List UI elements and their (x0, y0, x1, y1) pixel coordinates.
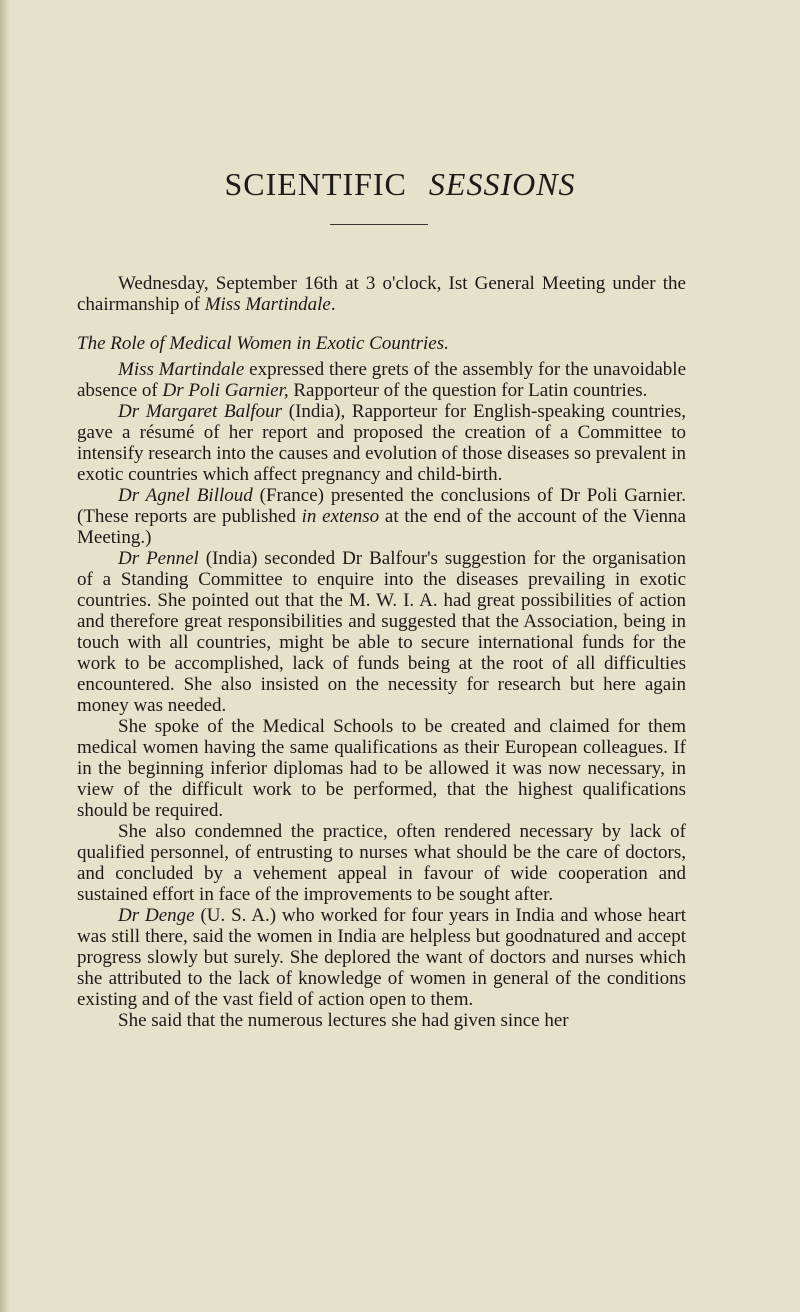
paragraph-lectures: She said that the numerous lectures she had given since her (118, 1010, 569, 1031)
title-part-2: SESSIONS (428, 166, 576, 202)
paragraph-medical-schools: She spoke of the Medical Schools to be created and claimed for them medical women having the same qualifications as their European colleagues. If in the beginning inferior diplomas had to be allowed it was now necessary, in view of the difficult work to be performed, that the highest qualifications should be required. (77, 716, 686, 821)
subject-heading: The Role of Medical Women in Exotic Countries. (77, 333, 449, 354)
title-rule (330, 224, 428, 225)
paragraph-balfour: Dr Margaret Balfour (India), Rapporteur for English-speaking countries, gave a résumé of her report and proposed the creation of a Committee to intensify research into the causes and evolution of those diseases so prevalent in exotic countries which affect pregnancy and child-birth. (77, 401, 687, 485)
meeting-paragraph: Wednesday, September 16th at 3 o'clock, Ist General Meeting under the chairmanship of Miss Martindale. (77, 273, 686, 315)
paragraph-nurses: She also condemned the practice, often rendered necessary by lack of qualified personnel, of entrusting to nurses what should be the care of doctors, and concluded by a vehement appeal in favour of wide cooperation and sustained effort in face of the improvements to be sought after. (77, 821, 686, 905)
page-title (0, 166, 800, 203)
paragraph-martindale: Miss Martindale expressed there grets of the assembly for the unavoidable absence of Dr Poli Garnier, Rapporteur of the question for Latin countries. (77, 359, 687, 401)
paragraph-pennel: Dr Pennel (India) seconded Dr Balfour's suggestion for the organisation of a Standing Committee to enquire into the diseases prevailing in exotic countries. She pointed out that the M. W. I. A. had great possibilities of action and therefore great responsibilities and suggested that the Association, being in touch with all countries, might be able to secure international funds for the work to be accomplished, lack of funds being at the root of all difficulties encountered. She also insisted on the necessity for research but here again money was needed. (77, 548, 686, 716)
chair-name: Miss Martindale (204, 294, 331, 315)
paragraph-denge: Dr Denge (U. S. A.) who worked for four years in India and whose heart was still there, said the women in India are helpless but goodnatured and accept progress slowly but surely. She deplored the want of doctors and nurses which she attributed to the lack of knowledge of women in general of the conditions existing and of the vast field of action open to them. (77, 905, 686, 1010)
title-part-1: SCIENTIFIC (224, 166, 407, 202)
paragraph-billoud: Dr Agnel Billoud (France) presented the conclusions of Dr Poli Garnier. (These reports are published in extenso at the end of the account of the Vienna Meeting.) (77, 485, 686, 548)
document-body (77, 273, 686, 1031)
